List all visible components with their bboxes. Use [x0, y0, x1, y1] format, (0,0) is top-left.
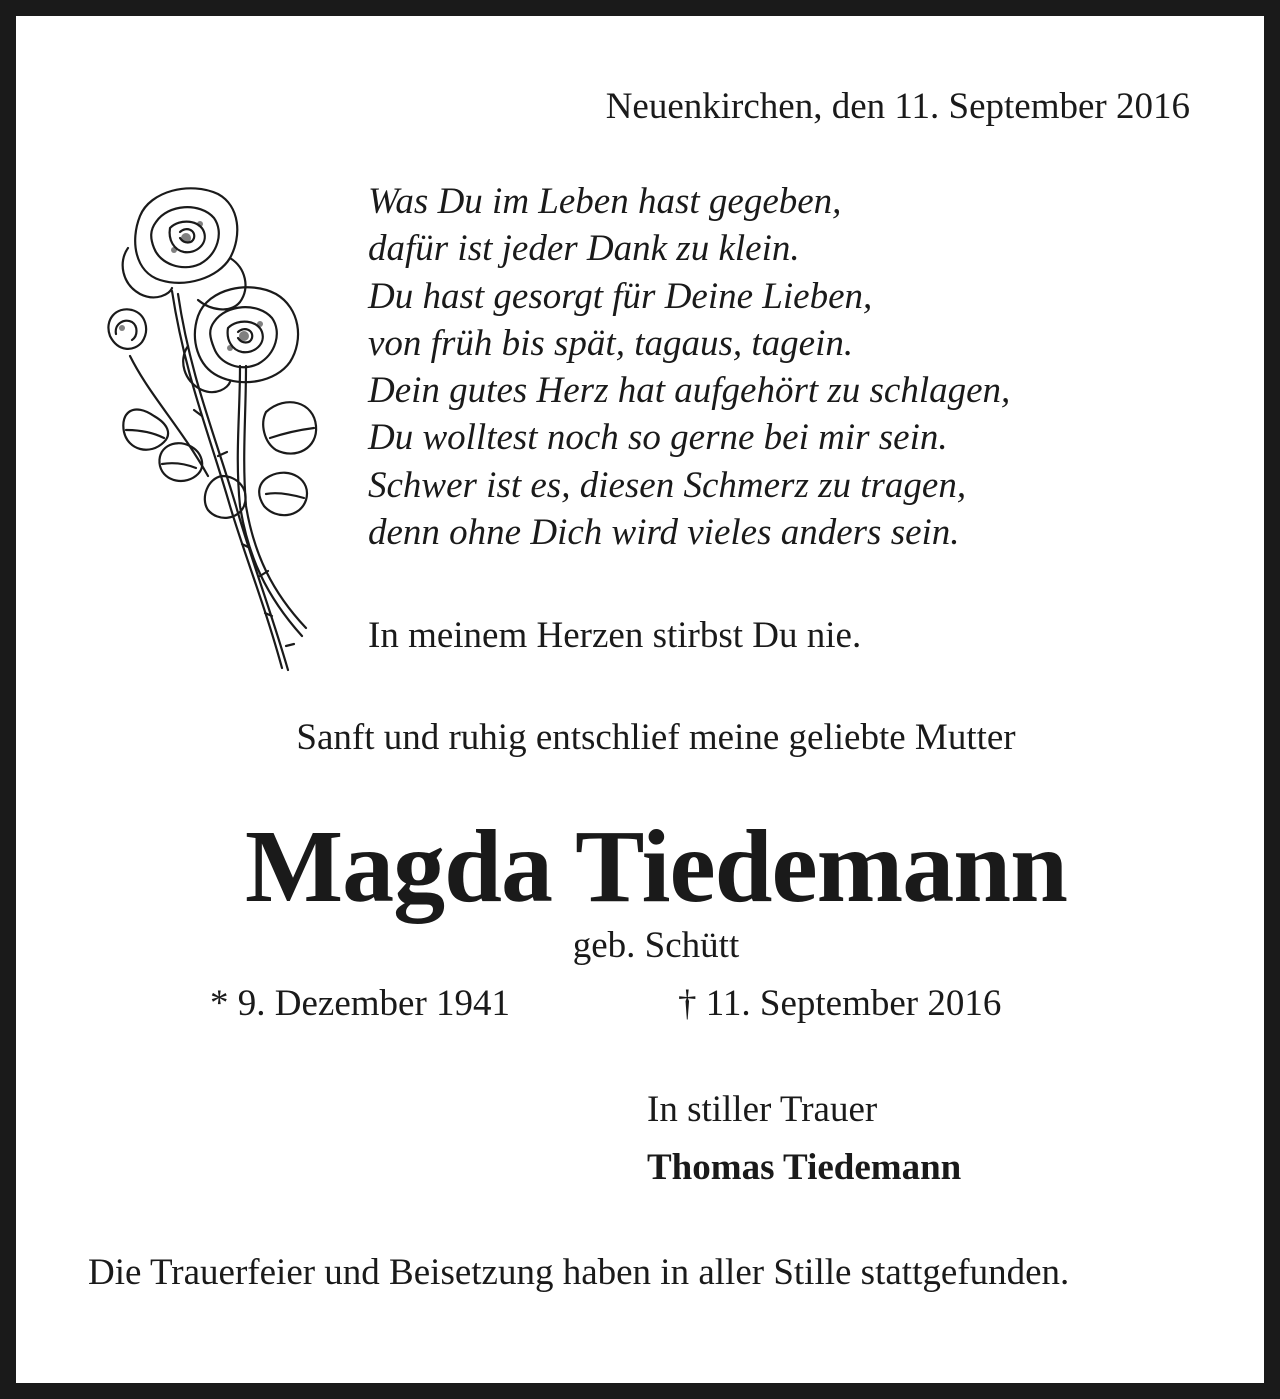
- birth-date: * 9. Dezember 1941: [210, 983, 511, 1024]
- poem-line: Du hast gesorgt für Deine Lieben,: [368, 275, 873, 317]
- poem-line: denn ohne Dich wird vieles anders sein.: [368, 512, 960, 554]
- mourning-label: In stiller Trauer: [647, 1089, 878, 1130]
- poem-line: dafür ist jeder Dank zu klein.: [368, 228, 800, 270]
- deceased-name: Magda Tiedemann: [245, 809, 1067, 924]
- poem-line: Schwer ist es, diesen Schmerz zu tragen,: [368, 464, 967, 506]
- mourner-name: Thomas Tiedemann: [647, 1147, 962, 1188]
- birth-name: geb. Schütt: [572, 925, 740, 966]
- poem-line: Dein gutes Herz hat aufgehört zu schlagen,: [368, 370, 1011, 412]
- roses-illustration: [90, 176, 322, 676]
- place-and-date: Neuenkirchen, den 11. September 2016: [605, 86, 1190, 127]
- poem-line: Was Du im Leben hast gegeben,: [368, 181, 842, 222]
- death-date: † 11. September 2016: [678, 983, 1002, 1024]
- poem: [368, 178, 1010, 556]
- poem-line: Du wolltest noch so gerne bei mir sein.: [368, 417, 948, 459]
- funeral-note: Die Trauerfeier und Beisetzung haben in aller Stille stattgefunden.: [88, 1252, 1070, 1293]
- poem-line: von früh bis spät, tagaus, tagein.: [368, 322, 854, 364]
- closing-verse: In meinem Herzen stirbst Du nie.: [368, 615, 862, 656]
- announcement-intro-text: Sanft und ruhig entschlief meine geliebte Mutter: [296, 717, 1016, 758]
- announcement-intro: [16, 716, 1280, 760]
